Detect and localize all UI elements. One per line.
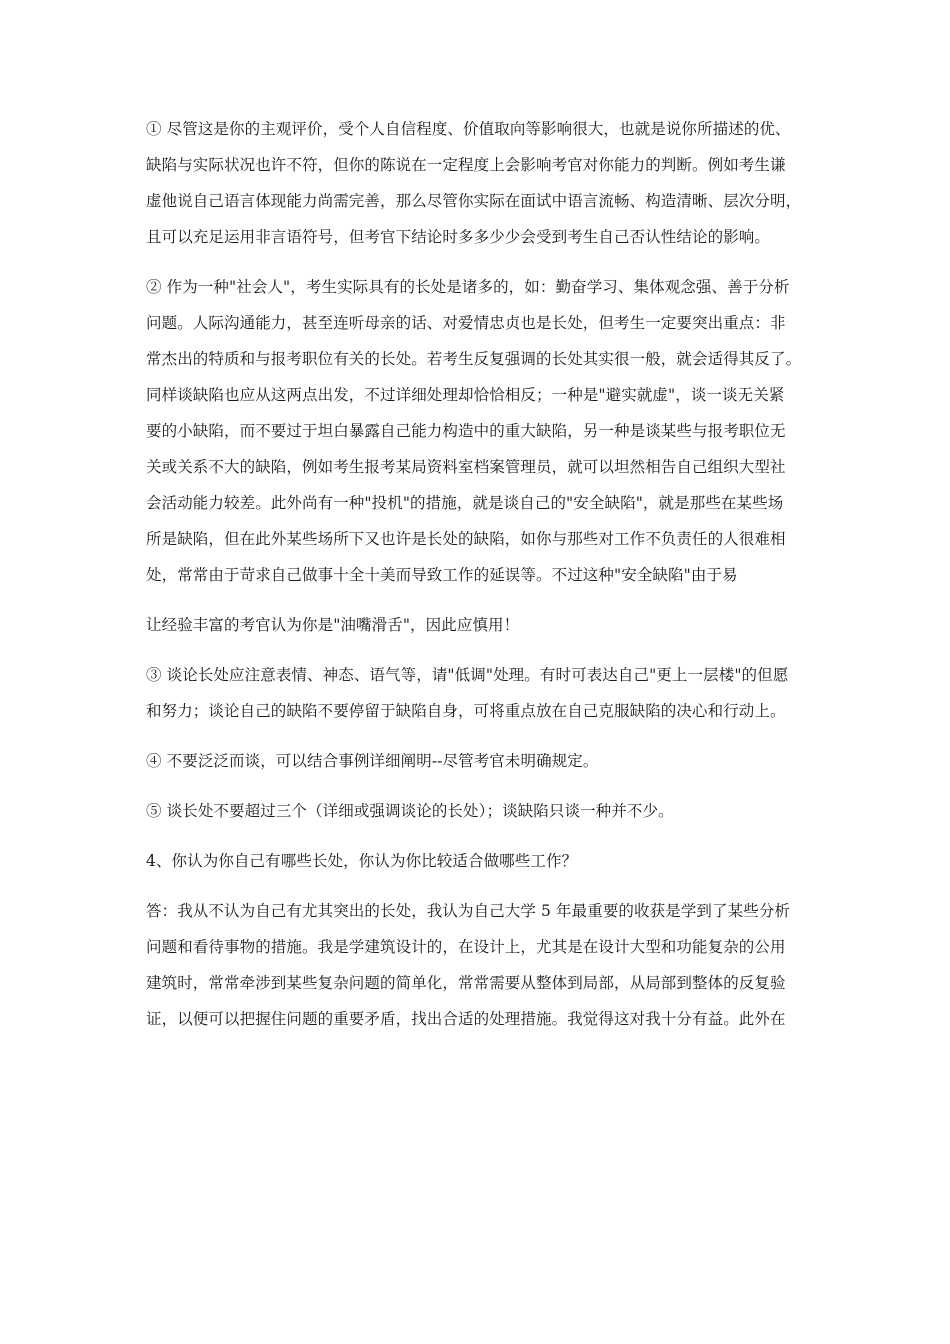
text-line: 要的小缺陷，而不要过于坦白暴露自己能力构造中的重大缺陷，另一种是谈某些与报考职位无 (146, 422, 786, 440)
paragraph-point-4 (146, 743, 811, 779)
text-line: 虚他说自己语言体现能力尚需完善，那么尽管你实际在面试中语言流畅、构造清晰、层次分明， (146, 192, 802, 210)
text-line: 和努力；谈论自己的缺陷不要停留于缺陷自身，可将重点放在自己克服缺陷的决心和行动上。 (146, 702, 786, 720)
text-line: 同样谈缺陷也应从这两点出发，不过详细处理却恰恰相反；一种是"避实就虚"，谈一谈无关紧 (146, 386, 785, 404)
text-line: 问题。人际沟通能力，甚至连听母亲的话、对爱情忠贞也是长处，但考生一定要突出重点：非 (146, 314, 786, 332)
text-line: 且可以充足运用非言语符号，但考官下结论时多多少少会受到考生自己否认性结论的影响。 (146, 228, 771, 246)
text-line: ③ 谈论长处应注意表情、神态、语气等，请"低调"处理。有时可表达自己"更上一层楼"的但愿 (146, 666, 789, 684)
answer-paragraph (146, 893, 811, 1037)
text-line: 4、你认为你自己有哪些长处，你认为你比较适合做哪些工作？ (146, 852, 578, 870)
text-line: 关或关系不大的缺陷，例如考生报考某局资料室档案管理员，就可以坦然相告自己组织大型社 (146, 458, 786, 476)
document-body (146, 111, 811, 1043)
text-line: 答：我从不认为自己有尤其突出的长处，我认为自己大学 5 年最重要的收获是学到了某些分析 (146, 902, 791, 920)
text-line: 问题和看待事物的措施。我是学建筑设计的，在设计上，尤其是在设计大型和功能复杂的公用 (146, 938, 786, 956)
question-heading (146, 843, 811, 879)
text-line: ① 尽管这是你的主观评价，受个人自信程度、价值取向等影响很大，也就是说你所描述的优、 (146, 120, 791, 138)
text-line: 证，以便可以把握住问题的重要矛盾，找出合适的处理措施。我觉得这对我十分有益。此外在 (146, 1010, 786, 1028)
text-line: 所是缺陷，但在此外某些场所下又也许是长处的缺陷，如你与那些对工作不负责任的人很难相 (146, 530, 786, 548)
text-line: 让经验丰富的考官认为你是"油嘴滑舌"，因此应慎用！ (146, 616, 520, 634)
text-line: 缺陷与实际状况也许不符，但你的陈说在一定程度上会影响考官对你能力的判断。例如考生谦 (146, 156, 786, 174)
text-line: ④ 不要泛泛而谈，可以结合事例详细阐明--尽管考官未明确规定。 (146, 752, 599, 770)
text-line: 处，常常由于苛求自己做事十全十美而导致工作的延误等。不过这种"安全缺陷"由于易 (146, 566, 738, 584)
paragraph-point-2 (146, 269, 811, 593)
text-line: ② 作为一种"社会人"，考生实际具有的长处是诸多的，如：勤奋学习、集体观念强、善于分析 (146, 278, 790, 296)
text-line: ⑤ 谈长处不要超过三个（详细或强调谈论的长处）；谈缺陷只谈一种并不少。 (146, 802, 674, 820)
paragraph-point-5 (146, 793, 811, 829)
text-line: 常杰出的特质和与报考职位有关的长处。若考生反复强调的长处其实很一般，就会适得其反了。 (146, 350, 802, 368)
paragraph-continuation (146, 607, 811, 643)
text-line: 会活动能力较差。此外尚有一种"投机"的措施，就是谈自己的"安全缺陷"，就是那些在某些场 (146, 494, 784, 512)
paragraph-point-3 (146, 657, 811, 729)
paragraph-point-1 (146, 111, 811, 255)
text-line: 建筑时，常常牵涉到某些复杂问题的简单化，常常需要从整体到局部，从局部到整体的反复验 (146, 974, 786, 992)
